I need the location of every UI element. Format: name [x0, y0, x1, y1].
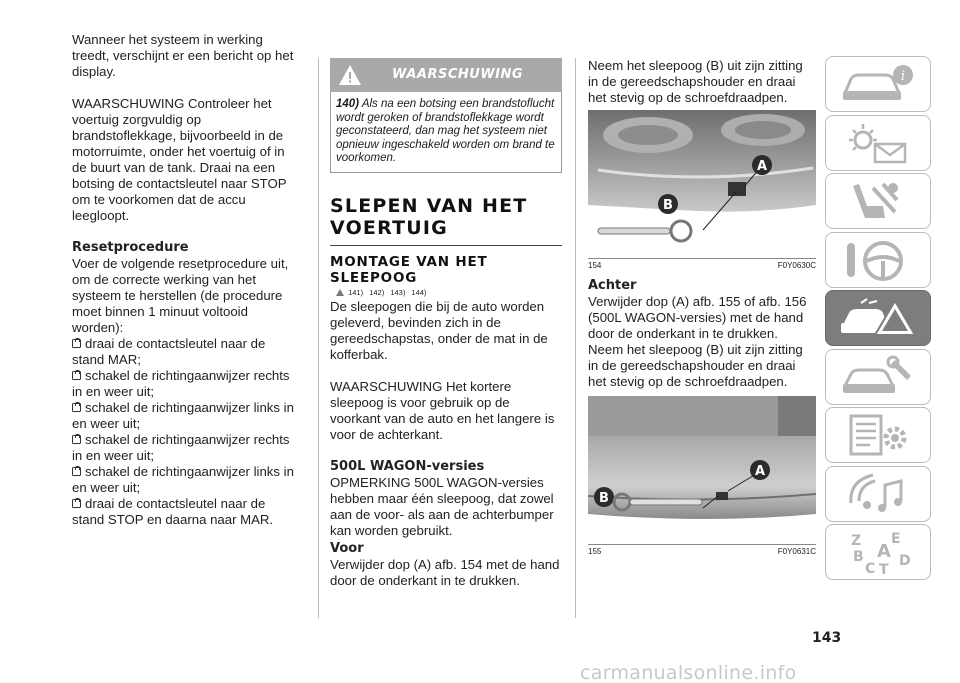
- page-number: 143: [812, 630, 842, 646]
- section-heading: SLEPEN VAN HET VOERTUIG: [330, 195, 562, 246]
- column-2: [330, 58, 562, 589]
- paragraph: OPMERKING 500L WAGON-versies hebben maar één sleepoog, dat zowel aan de voor- als aan de achterbumper kan worden gebruikt.: [330, 474, 554, 538]
- warning-small-icon: [336, 289, 344, 296]
- reference-link[interactable]: 144): [411, 287, 427, 297]
- label-b: B: [599, 491, 609, 506]
- list-item: schakel de richtingaanwijzer rechts in en weer uit;: [72, 432, 290, 463]
- warning-triangle-icon: [338, 63, 362, 87]
- figure-code: F0Y0630C: [777, 261, 816, 270]
- warning-box-body: [330, 92, 562, 173]
- front-bumper-illustration: [588, 110, 816, 255]
- rear-bumper-illustration: [588, 396, 816, 541]
- svg-text:C: C: [865, 561, 876, 575]
- car-info-icon: [837, 61, 919, 107]
- figure-caption: [588, 258, 816, 270]
- figure-number: 154: [588, 261, 602, 270]
- list-item: draai de contactsleutel naar de stand MAR;: [72, 336, 266, 367]
- subsection-heading: MONTAGE VAN HET SLEEPOOG: [330, 253, 488, 286]
- checkbox-icon: [72, 435, 81, 444]
- column-divider: [318, 58, 319, 618]
- warning-title: WAARSCHUWING: [392, 67, 524, 82]
- svg-text:Z: Z: [851, 533, 862, 549]
- tab-technical-data[interactable]: [825, 407, 931, 463]
- music-signal-icon: [837, 471, 919, 517]
- light-envelope-icon: [837, 120, 919, 166]
- figure-number: 155: [588, 547, 602, 556]
- svg-text:D: D: [899, 553, 911, 569]
- svg-text:i: i: [900, 69, 906, 84]
- list-item: draai de contactsleutel naar de stand STOP en daarna naar MAR.: [72, 496, 274, 527]
- tab-starting-driving[interactable]: [825, 232, 931, 288]
- svg-text:A: A: [877, 541, 891, 562]
- tab-multimedia[interactable]: [825, 466, 931, 522]
- tab-dashboard-info[interactable]: [825, 56, 931, 112]
- achter-heading: Achter: [588, 278, 637, 293]
- tab-maintenance[interactable]: [825, 349, 931, 405]
- tab-emergency[interactable]: [825, 290, 931, 346]
- checkbox-icon: [72, 499, 81, 508]
- reset-intro: Voer de volgende resetprocedure uit, om de correcte werking van het systeem te herstellen (de procedure moet binnen 1 minuut voltooid worden):: [72, 256, 289, 335]
- checkbox-icon: [72, 371, 81, 380]
- reference-link[interactable]: 143): [390, 287, 406, 297]
- paragraph: Verwijder dop (A) afb. 155 of afb. 156 (500L WAGON-versies) met de hand door de onderkant in te drukken. Neem het sleepoog (B) uit zijn zitting in de gereedschapshouder en draai het stevig op de schroefdraadpen.: [588, 294, 807, 389]
- warning-body-text: Als na een botsing een brandstoflucht wordt geroken of brandstoflekkage wordt geconstateerd, dan mag het systeem niet opnieuw ingeschakeld worden om brand te voorkomen.: [336, 98, 555, 164]
- label-b: B: [663, 198, 673, 213]
- paragraph: De sleepogen die bij de auto worden geleverd, bevinden zich in de gereedschapstas, onder de mat in de kofferbak.: [330, 298, 548, 362]
- reset-heading: Resetprocedure: [72, 240, 189, 255]
- warning-paragraph: WAARSCHUWING Controleer het voertuig zorgvuldig op brandstoflekkage, bijvoorbeeld in de motorruimte, onder het voertuig of in de buurt van de tank. Draai na een botsing de contactsleutel naar STOP om te voorkomen dat de accu leegloopt.: [72, 96, 287, 223]
- tab-lights-messages[interactable]: [825, 115, 931, 171]
- wagon-heading: 500L WAGON-versies: [330, 458, 485, 474]
- warning-references: [336, 288, 562, 297]
- paragraph: Verwijder dop (A) afb. 154 met de hand door de onderkant in te drukken.: [330, 556, 560, 588]
- figure-caption: [588, 544, 816, 556]
- document-gear-icon: [837, 412, 919, 458]
- tab-index[interactable]: [825, 524, 931, 580]
- svg-text:E: E: [891, 531, 901, 547]
- label-a: A: [754, 464, 766, 479]
- svg-text:B: B: [853, 549, 864, 565]
- seat-airbag-icon: [837, 178, 919, 224]
- list-item: schakel de richtingaanwijzer rechts in en weer uit;: [72, 368, 290, 399]
- emergency-warning-icon: [837, 295, 919, 341]
- alphabet-index-icon: [837, 529, 919, 575]
- paragraph: Neem het sleepoog (B) uit zijn zitting in de gereedschapshouder en draai het stevig op de schroefdraadpen.: [588, 58, 803, 105]
- column-divider: [575, 58, 576, 618]
- tab-safety-airbag[interactable]: [825, 173, 931, 229]
- checkbox-icon: [72, 467, 81, 476]
- steering-wheel-icon: [837, 237, 919, 283]
- figure-155: [588, 396, 816, 541]
- checkbox-icon: [72, 339, 81, 348]
- warning-box-header: [330, 58, 562, 92]
- reset-steps-list: [72, 336, 294, 528]
- chapter-sidebar: [825, 56, 931, 583]
- checkbox-icon: [72, 403, 81, 412]
- intro-paragraph: Wanneer het systeem in werking treedt, verschijnt er een bericht op het display.: [72, 32, 294, 79]
- warning-number: 140): [336, 98, 360, 110]
- figure-154: [588, 110, 816, 255]
- column-1: [72, 32, 294, 528]
- figure-code: F0Y0631C: [777, 547, 816, 556]
- list-item: schakel de richtingaanwijzer links in en weer uit;: [72, 400, 294, 431]
- label-a: A: [756, 159, 768, 174]
- list-item: schakel de richtingaanwijzer links in en weer uit;: [72, 464, 294, 495]
- voor-heading: Voor: [330, 540, 364, 556]
- watermark: carmanualsonline.info: [580, 662, 797, 683]
- paragraph: WAARSCHUWING Het kortere sleepoog is voor gebruik op de voorkant van de auto en het langere is voor de achterkant.: [330, 378, 555, 442]
- reference-link[interactable]: 141): [348, 287, 364, 297]
- wrench-car-icon: [837, 354, 919, 400]
- reference-link[interactable]: 142): [369, 287, 385, 297]
- column-3: [588, 58, 816, 556]
- svg-text:T: T: [879, 562, 889, 575]
